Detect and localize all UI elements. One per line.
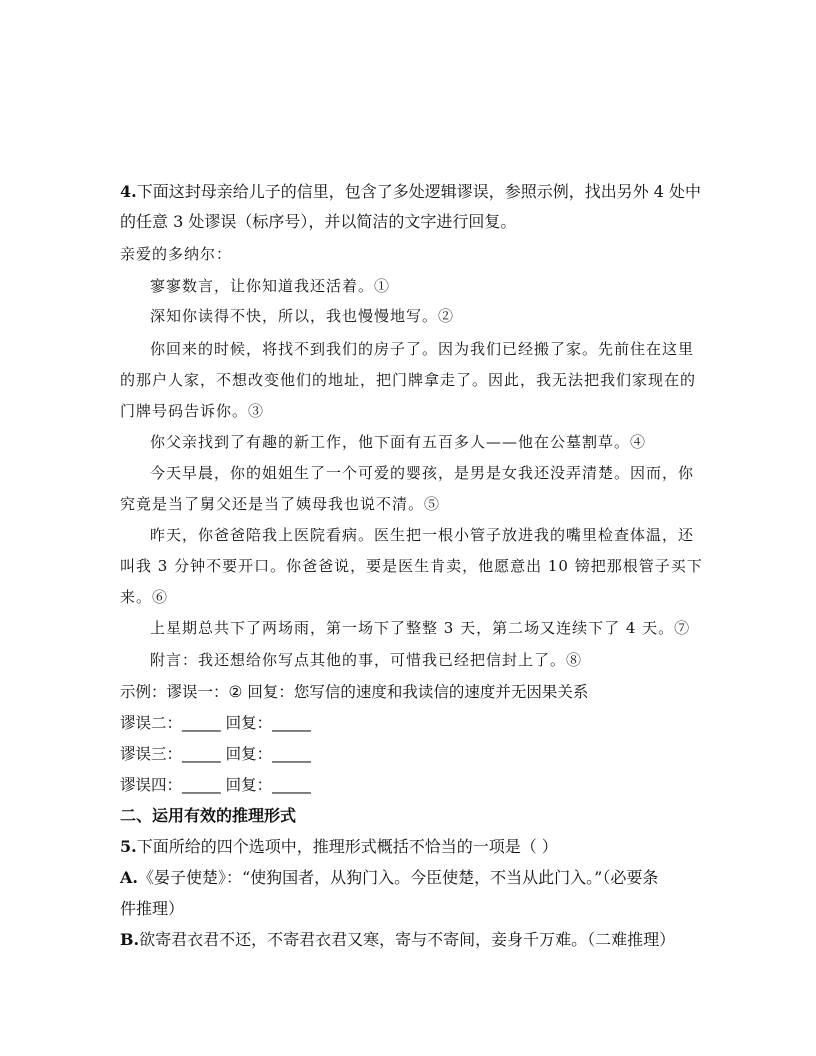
letter-postscript: 附言：我还想给你写点其他的事，可惜我已经把信封上了。⑧ <box>150 651 583 669</box>
answer-error-3: 谬误三：_____ 回复：_____ <box>120 745 311 763</box>
letter-paragraph-1: 寥寥数言，让你知道我还活着。① <box>150 277 391 295</box>
answer-example: 示例：谬误一：② 回复：您写信的速度和我读信的速度并无因果关系 <box>120 683 589 701</box>
letter-salutation: 亲爱的多纳尔： <box>120 245 233 263</box>
answer-error-2: 谬误二：_____ 回复：_____ <box>120 714 311 732</box>
question-4-number: 4. <box>120 182 137 201</box>
option-a-label: A. <box>120 868 138 887</box>
option-a-text-line-2: 件推理） <box>120 899 185 918</box>
letter-paragraph-6-line-1: 昨天，你爸爸陪我上医院看病。医生把一根小管子放进我的嘴里检查体温，还 <box>150 526 695 544</box>
letter-paragraph-4: 你父亲找到了有趣的新工作，他下面有五百多人——他在公墓割草。④ <box>150 433 647 451</box>
letter-paragraph-3-line-2: 的那户人家，不想改变他们的地址，把门牌拿走了。因此，我无法把我们家现在的 <box>120 371 697 389</box>
section-2-heading: 二、运用有效的推理形式 <box>120 806 297 825</box>
letter-paragraph-6-line-3: 来。⑥ <box>120 588 169 606</box>
answer-error-4: 谬误四：_____ 回复：_____ <box>120 776 311 794</box>
question-5-prompt: 下面所给的四个选项中，推理形式概括不恰当的一项是（ ） <box>136 837 558 856</box>
option-a-line-1 <box>120 868 700 888</box>
question-5-line <box>120 837 700 857</box>
letter-paragraph-6-line-2: 叫我 3 分钟不要开口。你爸爸说，要是医生肯卖，他愿意出 10 镑把那根管子买下 <box>120 557 703 575</box>
question-4-line-1 <box>120 182 700 202</box>
question-5-number: 5. <box>120 837 137 856</box>
option-b-text-line-1: 欲寄君衣君不还，不寄君衣君又寒，寄与不寄间，妾身千万难。（二难推理） <box>139 930 676 949</box>
letter-paragraph-7: 上星期总共下了两场雨，第一场下了整整 3 天，第二场又连续下了 4 天。⑦ <box>150 619 691 637</box>
question-4-prompt-line-2: 的任意 3 处谬误（标序号），并以简洁的文字进行回复。 <box>120 212 517 231</box>
option-a-text-line-1: 《晏子使楚》：“使狗国者，从狗门入。今臣使楚，不当从此门入。”（必要条 <box>137 868 659 887</box>
letter-paragraph-5-line-1: 今天早晨，你的姐姐生了一个可爱的婴孩，是男是女我还没弄清楚。因而，你 <box>150 464 695 482</box>
letter-paragraph-3-line-1: 你回来的时候，将找不到我们的房子了。因为我们已经搬了家。先前住在这里 <box>150 340 695 358</box>
letter-paragraph-3-line-3: 门牌号码告诉你。③ <box>120 402 265 420</box>
option-b-label: B. <box>120 930 140 949</box>
option-b-line-1 <box>120 930 700 950</box>
question-4-prompt-line-1: 下面这封母亲给儿子的信里，包含了多处逻辑谬误，参照示例，找出另外 4 处中 <box>136 182 702 201</box>
letter-paragraph-2: 深知你读得不快，所以，我也慢慢地写。② <box>150 307 455 325</box>
letter-paragraph-5-line-2: 究竟是当了舅父还是当了姨母我也说不清。⑤ <box>120 495 441 513</box>
